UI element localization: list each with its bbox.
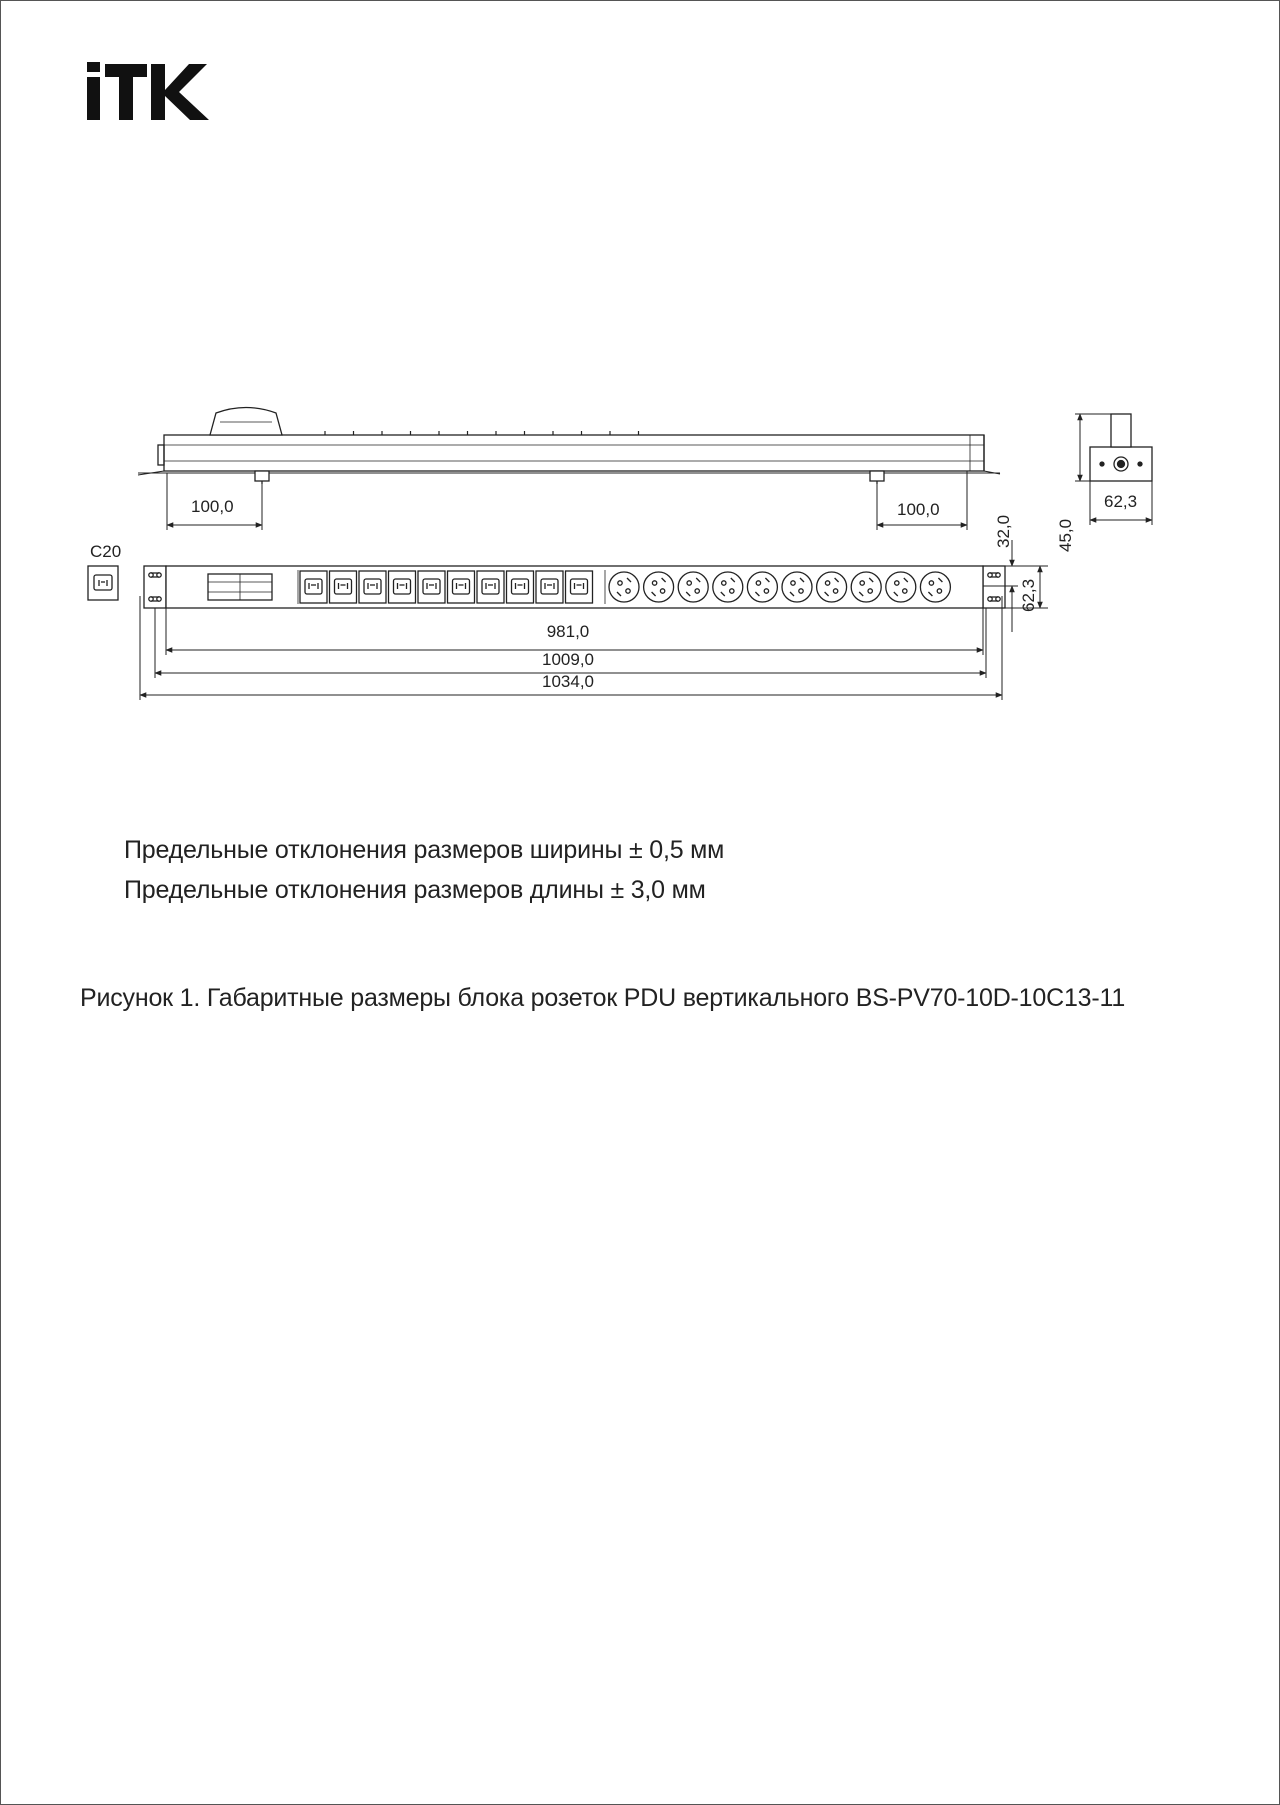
figure-caption: Рисунок 1. Габаритные размеры блока розеток PDU вертикального BS-PV70-10D-10C13-11 [80, 984, 1126, 1012]
dim-width-front: 62,3 [1019, 578, 1038, 612]
schuko-outlet [886, 572, 916, 602]
side-view [138, 408, 1000, 485]
c13-outlet [300, 571, 327, 603]
c13-outlet [359, 571, 386, 603]
schuko-outlet [678, 572, 708, 602]
c13-outlet [566, 571, 593, 603]
dim-height-32: 32,0 [994, 514, 1013, 548]
dim-overall-length: 1034,0 [542, 672, 594, 691]
schuko-outlet [644, 572, 674, 602]
c13-outlet [477, 571, 504, 603]
c13-outlet [536, 571, 563, 603]
length-tolerance-note: Предельные отклонения размеров длины ± 3,0 мм [124, 876, 706, 904]
schuko-outlet [713, 572, 743, 602]
pdu-dimension-drawing [0, 400, 1280, 720]
schuko-outlet [782, 572, 812, 602]
schuko-outlet [747, 572, 777, 602]
itk-logo [85, 60, 215, 122]
dim-height-45: 45,0 [1056, 518, 1075, 552]
dim-width-side: 62,3 [1104, 492, 1138, 511]
dim-length-1009: 1009,0 [542, 650, 594, 669]
c13-outlet [507, 571, 534, 603]
c13-outlet [418, 571, 445, 603]
mount-dimensions [167, 471, 967, 530]
schuko-outlet [851, 572, 881, 602]
schuko-outlet [920, 572, 950, 602]
schuko-outlet [817, 572, 847, 602]
width-tolerance-note: Предельные отклонения размеров ширины ± 0,5 мм [124, 836, 725, 864]
c13-outlet [389, 571, 416, 603]
dim-body-length: 981,0 [546, 622, 590, 641]
c13-outlet [330, 571, 357, 603]
front-height-dimensions [983, 540, 1048, 632]
front-view [144, 566, 1005, 608]
schuko-outlet [609, 572, 639, 602]
c20-connector-icon [88, 566, 118, 600]
c13-outlet [448, 571, 475, 603]
end-view [1090, 414, 1152, 481]
dim-mount-left: 100,0 [191, 497, 234, 516]
dim-mount-right: 100,0 [897, 500, 940, 519]
c20-label: C20 [90, 542, 122, 561]
